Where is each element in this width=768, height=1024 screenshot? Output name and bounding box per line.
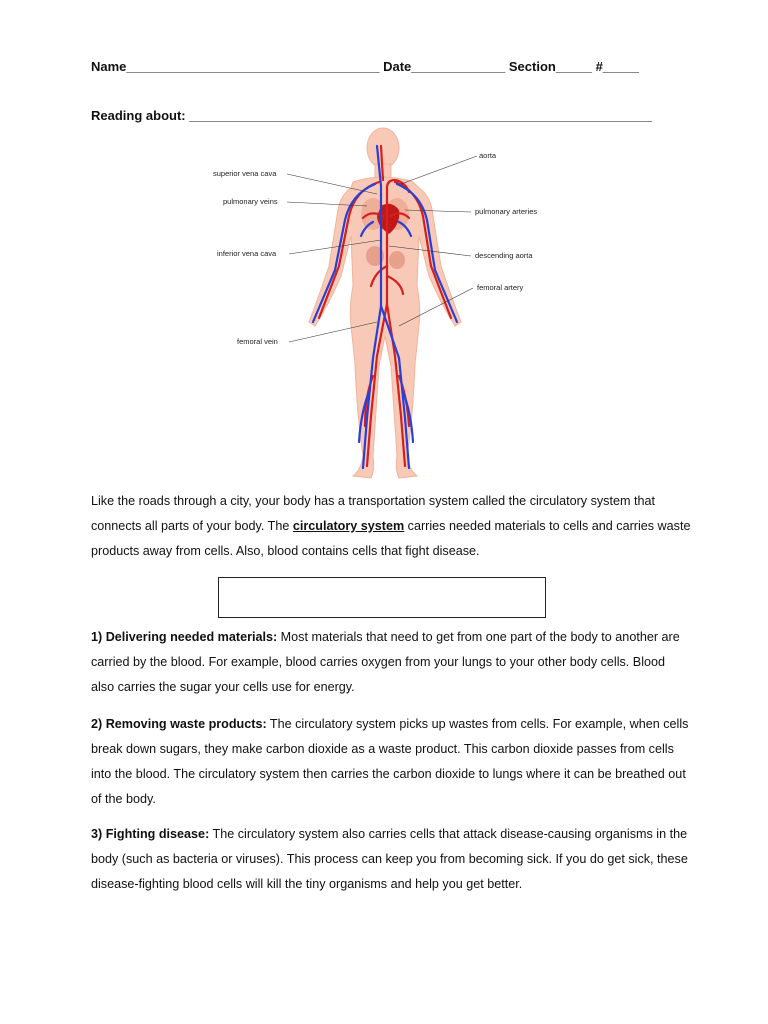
reading-about-blank[interactable]: ________________________________________________________________ xyxy=(189,108,652,123)
label-femoral-vein: femoral vein xyxy=(237,337,278,346)
reading-about-label: Reading about: xyxy=(91,108,186,123)
reading-about-row xyxy=(91,108,652,123)
label-pulmonary-veins: pulmonary veins xyxy=(223,197,278,206)
section-2-heading: 2) Removing waste products: xyxy=(91,717,267,731)
section-3-heading: 3) Fighting disease: xyxy=(91,827,210,841)
header-fields xyxy=(91,59,639,74)
circulatory-system-diagram xyxy=(205,126,565,488)
intro-text-1: Like the roads through a city, your body has a transportation system called the circulatory system that connects all parts of your body. The xyxy=(91,494,655,533)
section-3-text: The circulatory system also carries cells that attack disease-causing organisms in the body (such as bacteria or viruses). This process can keep you from becoming sick. If you do get sick, these disease-fighting blood cells will kill the tiny organisms and help you get better. xyxy=(91,827,688,891)
label-pulmonary-arteries: pulmonary arteries xyxy=(475,207,538,216)
section-3-paragraph xyxy=(91,822,691,897)
date-field[interactable]: Date_____________ xyxy=(383,59,506,74)
answer-box[interactable] xyxy=(218,577,546,618)
number-field[interactable]: #_____ xyxy=(595,59,640,74)
intro-term: circulatory system xyxy=(292,519,405,533)
intro-text-2: carries needed materials to cells and carries waste products away from cells. Also, blood contains cells that fight disease. xyxy=(91,519,691,558)
label-inferior-vena-cava: inferior vena cava xyxy=(217,249,277,258)
label-superior-vena-cava: superior vena cava xyxy=(213,169,277,178)
name-field[interactable]: Name___________________________________ xyxy=(91,59,380,74)
label-femoral-artery: femoral artery xyxy=(477,283,524,292)
label-aorta: aorta xyxy=(479,151,497,160)
section-2-text: The circulatory system picks up wastes from cells. For example, when cells break down sugars, they make carbon dioxide as a waste product. This carbon dioxide passes from cells into the blood. The circulatory system then carries the carbon dioxide to lungs where it can be breathed out of the body. xyxy=(91,717,689,806)
intro-paragraph xyxy=(91,489,691,564)
section-field[interactable]: Section_____ xyxy=(508,59,592,74)
label-descending-aorta: descending aorta xyxy=(475,251,533,260)
section-1-heading: 1) Delivering needed materials: xyxy=(91,630,278,644)
section-2-paragraph xyxy=(91,712,691,812)
section-1-text: Most materials that need to get from one part of the body to another are carried by the blood. For example, blood carries oxygen from your lungs to your other body cells. Blood also carries the sugar your cells use for energy. xyxy=(91,630,680,694)
section-1-paragraph xyxy=(91,625,691,700)
body-silhouette xyxy=(309,128,461,478)
